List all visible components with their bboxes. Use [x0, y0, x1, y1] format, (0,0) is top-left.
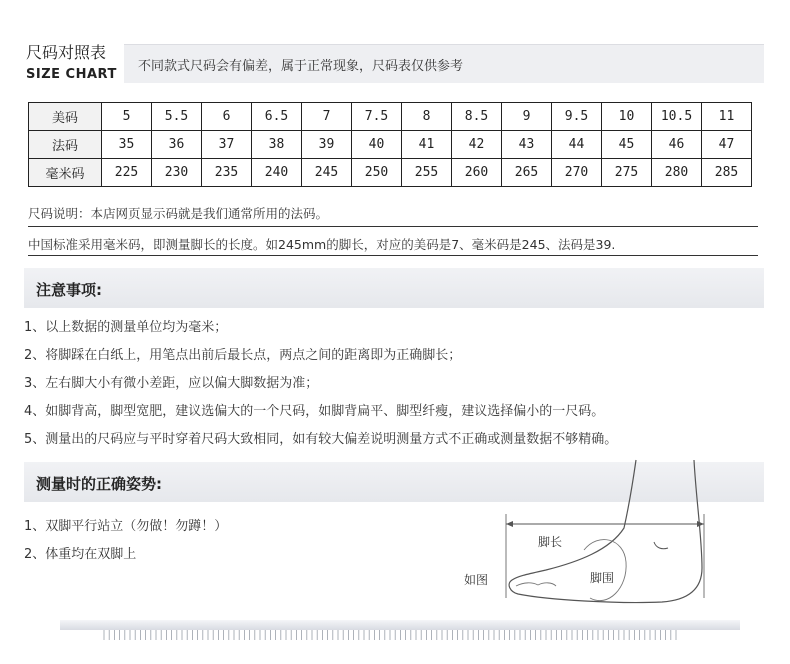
table-cell: 8: [402, 103, 452, 131]
posture-list: [24, 518, 227, 574]
table-row-us: [29, 103, 752, 131]
list-item: 1、以上数据的测量单位均为毫米；: [24, 320, 228, 335]
table-cell: 260: [452, 159, 502, 187]
table-cell: 46: [652, 131, 702, 159]
table-cell: 45: [602, 131, 652, 159]
notes-section-title: 注意事项:: [36, 281, 102, 299]
table-cell: 10: [602, 103, 652, 131]
row-label-fr: 法码: [29, 131, 102, 159]
table-cell: 225: [102, 159, 152, 187]
list-item: 2、将脚踩在白纸上，用笔点出前后最长点，两点之间的距离即为正确脚长；: [24, 348, 462, 363]
table-cell: 9.5: [552, 103, 602, 131]
list-item: 2、体重均在双脚上: [24, 547, 137, 562]
size-chart-header: [24, 36, 764, 86]
ankle-mark: [654, 542, 668, 549]
divider: [28, 226, 758, 227]
size-table: [28, 102, 752, 187]
divider: [28, 255, 758, 256]
arrow-left-icon: [506, 521, 513, 527]
table-cell: 7: [302, 103, 352, 131]
table-cell: 42: [452, 131, 502, 159]
disclaimer-text: 不同款式尺码会有偏差，属于正常现象，尺码表仅供参考: [138, 59, 464, 74]
notes-section-header: [24, 268, 764, 308]
size-explanation: 尺码说明：本店网页显示码就是我们通常所用的法码。: [28, 206, 329, 221]
table-cell: 9: [502, 103, 552, 131]
page-title-english: SIZE CHART: [26, 67, 117, 82]
table-cell: 36: [152, 131, 202, 159]
table-cell: 265: [502, 159, 552, 187]
table-cell: 40: [352, 131, 402, 159]
table-row-mm: [29, 159, 752, 187]
table-cell: 280: [652, 159, 702, 187]
table-cell: 230: [152, 159, 202, 187]
foot-length-label: 脚长: [538, 535, 563, 549]
table-cell: 35: [102, 131, 152, 159]
row-label-us: 美码: [29, 103, 102, 131]
foot-measurement-diagram: [458, 458, 720, 616]
table-cell: 285: [702, 159, 752, 187]
table-cell: 6: [202, 103, 252, 131]
standard-explanation: 中国标准采用毫米码，即测量脚长的长度。如245mm的脚长，对应的美码是7、毫米码是245、法码是39.: [28, 237, 616, 252]
title-box: [24, 36, 124, 86]
table-cell: 250: [352, 159, 402, 187]
table-cell: 44: [552, 131, 602, 159]
table-cell: 245: [302, 159, 352, 187]
toe-lines: [516, 583, 556, 586]
table-cell: 41: [402, 131, 452, 159]
table-cell: 7.5: [352, 103, 402, 131]
table-cell: 10.5: [652, 103, 702, 131]
table-cell: 37: [202, 131, 252, 159]
ruler-ticks: [104, 630, 676, 640]
arrow-right-icon: [697, 521, 704, 527]
list-item: 1、双脚平行站立（勿做！勿蹲！）: [24, 519, 228, 534]
table-cell: 240: [252, 159, 302, 187]
table-cell: 11: [702, 103, 752, 131]
table-cell: 255: [402, 159, 452, 187]
table-cell: 47: [702, 131, 752, 159]
posture-section-title: 测量时的正确姿势:: [36, 475, 162, 493]
table-cell: 8.5: [452, 103, 502, 131]
table-cell: 39: [302, 131, 352, 159]
table-cell: 270: [552, 159, 602, 187]
list-item: 4、如脚背高，脚型宽肥，建议选偏大的一个尺码，如脚背扁平、脚型纤瘦，建议选择偏小的一尺码。: [24, 404, 605, 419]
disclaimer-bar: [124, 44, 764, 83]
table-cell: 43: [502, 131, 552, 159]
table-cell: 6.5: [252, 103, 302, 131]
table-cell: 5.5: [152, 103, 202, 131]
ruler-decoration: [60, 616, 740, 646]
table-cell: 275: [602, 159, 652, 187]
page-title: 尺码对照表: [26, 43, 107, 62]
notes-list: [24, 318, 617, 458]
foot-girth-label: 脚围: [590, 571, 615, 585]
table-cell: 38: [252, 131, 302, 159]
list-item: 3、左右脚大小有微小差距，应以偏大脚数据为准；: [24, 376, 319, 391]
row-label-mm: 毫米码: [29, 159, 102, 187]
table-cell: 5: [102, 103, 152, 131]
table-cell: 235: [202, 159, 252, 187]
list-item: 5、测量出的尺码应与平时穿着尺码大致相同，如有较大偏差说明测量方式不正确或测量数据不够精确。: [24, 432, 618, 447]
table-row-fr: [29, 131, 752, 159]
as-shown-label: 如图: [464, 573, 489, 587]
